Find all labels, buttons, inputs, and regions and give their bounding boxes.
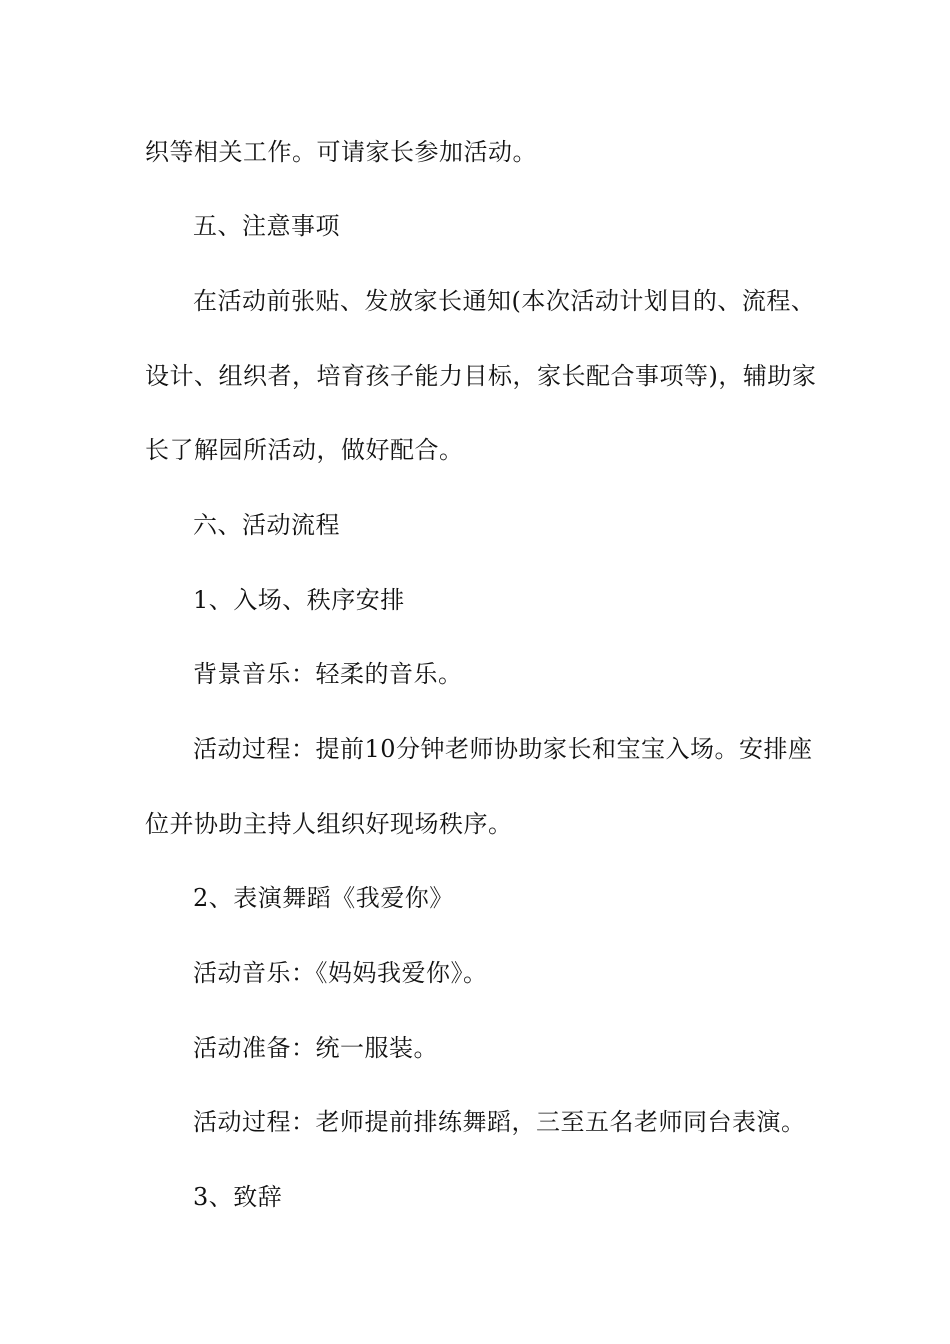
paragraph-continuation: 织等相关工作。可请家长参加活动。 <box>145 138 537 166</box>
section-heading-notes: 五、注意事项 <box>193 212 340 240</box>
paragraph-bg-music: 背景音乐：轻柔的音乐。 <box>193 660 463 688</box>
paragraph-activity-music: 活动音乐：《妈妈我爱你》。 <box>193 959 488 987</box>
subheading-speech: 3、致辞 <box>193 1183 283 1211</box>
paragraph-activity-process: 活动过程：老师提前排练舞蹈，三至五名老师同台表演。 <box>193 1108 806 1136</box>
paragraph-notes-line-1: 在活动前张贴、发放家长通知(本次活动计划目的、流程、 <box>193 287 816 315</box>
paragraph-process-line-2: 位并协助主持人组织好现场秩序。 <box>145 810 513 838</box>
subheading-entry: 1、入场、秩序安排 <box>193 586 405 614</box>
subheading-dance: 2、表演舞蹈《我爱你》 <box>193 884 454 912</box>
paragraph-notes-line-2: 设计、组织者，培育孩子能力目标，家长配合事项等)，辅助家 <box>145 362 817 390</box>
paragraph-activity-prep: 活动准备：统一服装。 <box>193 1034 438 1062</box>
paragraph-process-line-1: 活动过程：提前10分钟老师协助家长和宝宝入场。安排座 <box>193 735 813 763</box>
section-heading-flow: 六、活动流程 <box>193 511 340 539</box>
paragraph-notes-line-3: 长了解园所活动，做好配合。 <box>145 436 464 464</box>
